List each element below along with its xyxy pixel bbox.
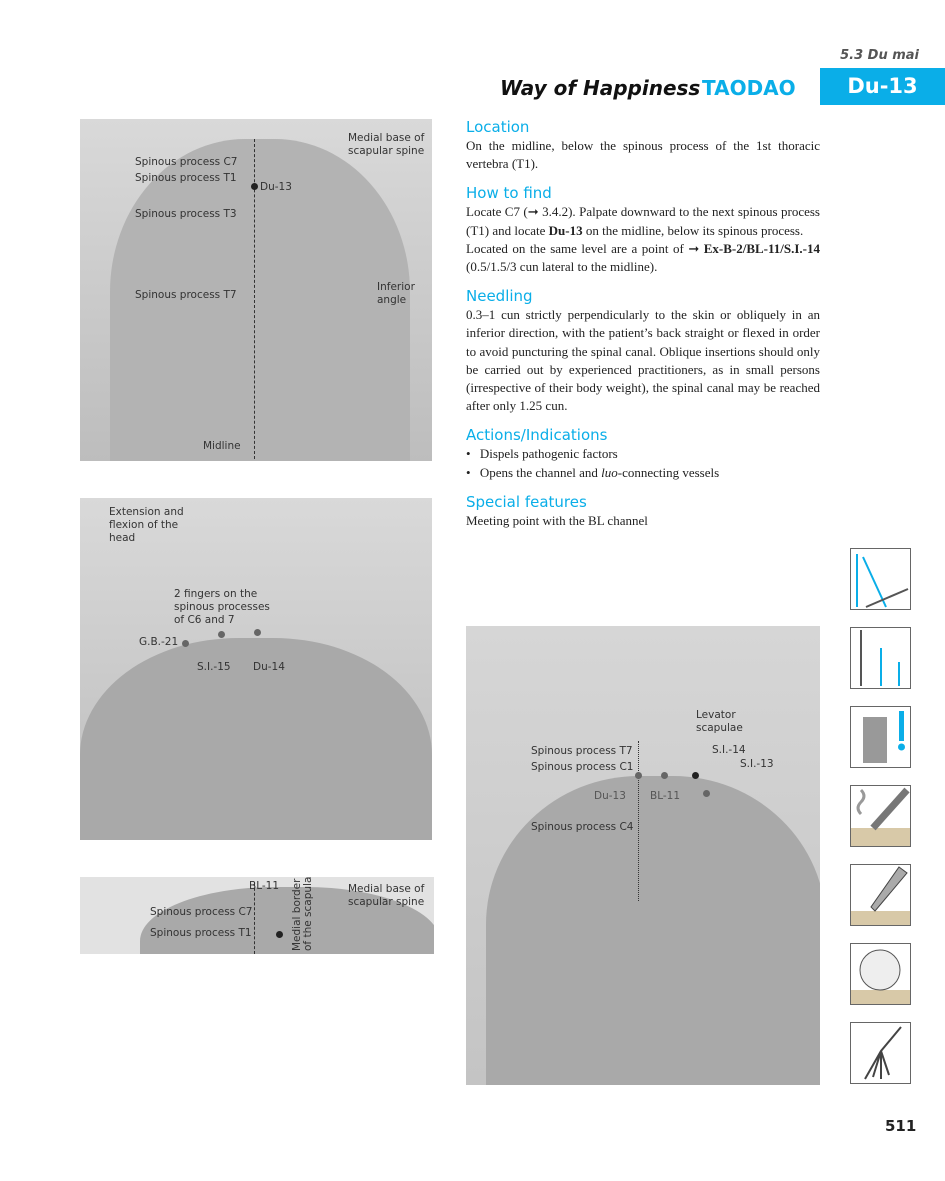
- how-to-find-p1: [466, 203, 820, 239]
- point-name: Way of Happiness: [500, 76, 701, 100]
- hand-skeleton-icon: [850, 1022, 911, 1084]
- label: Spinous process T1: [135, 172, 237, 184]
- label: 2 fingers on the spinous processes of C6 and 7: [174, 588, 270, 626]
- label: S.I.-15: [197, 661, 231, 673]
- si-13-point: [703, 790, 710, 797]
- point-marker: [182, 640, 189, 647]
- how-to-find-p2: [466, 240, 820, 276]
- text: -connecting vessels: [617, 464, 720, 480]
- needling-text: 0.3–1 cun strictly perpendicularly to the skin or obliquely in an inferior direction, with the patient’s back straight or flexed in order to avoid puncturing the spinal canal. Oblique insertions should only be carried out by experienced practitioners, as in small persons (irrespective of their body weight), the spinal canal may be reached after only 1.25 cun.: [466, 307, 820, 414]
- text-column: [466, 117, 820, 530]
- label: S.I.-13: [740, 758, 774, 770]
- du-13-point: [251, 183, 258, 190]
- label: Medial base of scapular spine: [348, 132, 425, 157]
- label: Spinous process T7: [135, 289, 237, 301]
- special-text: Meeting point with the BL channel: [466, 512, 648, 528]
- text: Located on the same level are a point of ➞: [466, 240, 704, 256]
- text: (0.5/1.5/3 cun lateral to the midline).: [466, 259, 658, 275]
- label: Medial border of the scapula: [291, 877, 314, 951]
- point-ref: Ex-B-2/BL-11/S.I.-14: [703, 240, 820, 256]
- label: Du-13: [260, 181, 292, 193]
- heading-needling: Needling: [466, 287, 533, 306]
- label: Inferior angle: [377, 281, 415, 306]
- midline: [638, 741, 639, 901]
- text: Opens the channel and: [479, 464, 602, 480]
- figure-back-anatomy: [80, 119, 432, 461]
- label: Spinous process T3: [135, 208, 237, 220]
- bleeding-needle-icon: [850, 864, 911, 926]
- label: Du-13: [594, 790, 626, 802]
- text: on the midline, below its spinous process.: [582, 222, 804, 238]
- label: Levator scapulae: [696, 709, 743, 734]
- si-14-point: [692, 772, 699, 779]
- page-number: 511: [885, 1117, 917, 1135]
- label: BL-11: [249, 880, 280, 892]
- label: Medial base of scapular spine: [348, 883, 425, 908]
- list-item: • Dispels pathogenic factors: [466, 445, 820, 463]
- location-text: On the midline, below the spinous process of the 1st thoracic vertebra (T1).: [466, 138, 820, 172]
- label: Spinous process T1: [150, 927, 252, 939]
- heading-how-to-find: How to find: [466, 184, 552, 203]
- heading-actions: Actions/Indications: [466, 426, 608, 445]
- heading-special: Special features: [466, 492, 587, 511]
- text: Locate C7 (➞ 3.4.2). Palpate downward to the next spinous process (T1) and locate: [466, 204, 820, 238]
- label: S.I.-14: [712, 744, 746, 756]
- label: Spinous process C7: [135, 156, 238, 168]
- label: Spinous process T7: [531, 745, 633, 757]
- figure-scapula-detail: [80, 877, 434, 954]
- label: Extension and flexion of the head: [109, 506, 184, 544]
- point-marker: [254, 629, 261, 636]
- actions-list: [466, 445, 820, 481]
- label: Midline: [203, 440, 241, 452]
- figure-neck-palpation: [80, 498, 432, 840]
- section-label: 5.3 Du mai: [840, 48, 919, 63]
- cupping-icon: [850, 943, 911, 1005]
- point-code-badge: Du-13: [820, 68, 945, 105]
- heading-location: Location: [466, 118, 530, 136]
- needle-angle-icon: [850, 548, 911, 610]
- label: Du-14: [253, 661, 285, 673]
- moxibustion-icon: [850, 785, 911, 847]
- point-ref: Du-13: [548, 222, 583, 238]
- list-item: [466, 464, 820, 482]
- label: G.B.-21: [139, 636, 179, 648]
- label: BL-11: [650, 790, 681, 802]
- needle-depth-icon: [850, 627, 911, 689]
- bl-11-point: [661, 772, 668, 779]
- text: luo: [601, 464, 618, 480]
- midline: [254, 883, 255, 954]
- label: Spinous process C4: [531, 821, 634, 833]
- label: Spinous process C1: [531, 761, 634, 773]
- caution-icon: [850, 706, 911, 768]
- figure-back-photo: [466, 626, 820, 1085]
- bl-11-point: [276, 931, 283, 938]
- point-pinyin: TAODAO: [702, 76, 796, 100]
- du-13-point: [635, 772, 642, 779]
- point-marker: [218, 631, 225, 638]
- label: Spinous process C7: [150, 906, 253, 918]
